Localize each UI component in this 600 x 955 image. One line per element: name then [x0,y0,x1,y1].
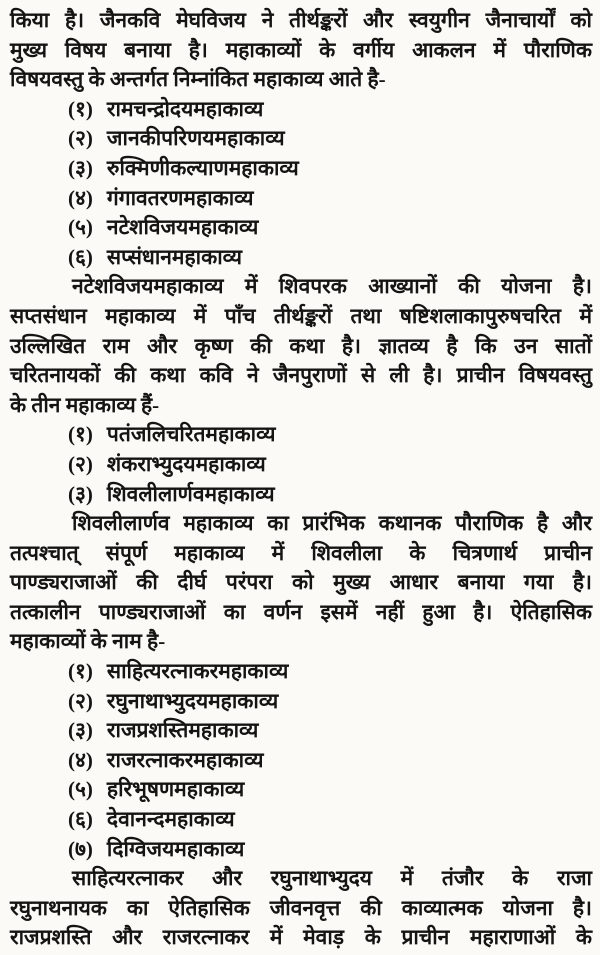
list-item [10,687,592,717]
list-item [10,775,592,805]
list-item [10,95,592,125]
list-item-number: (४) [68,747,93,772]
list-item [10,805,592,835]
list-item-text: रघुनाथाभ्युदयमहाकाव्य [106,688,279,713]
list-item [10,213,592,243]
list-item-text: दिग्विजयमहाकाव्य [106,836,245,861]
list-item-text: राजरत्नाकरमहाकाव्य [106,747,264,772]
list-item-number: (३) [68,718,93,743]
text-line: सप्तसंधान महाकाव्य में पाँच तीर्थङ्करों तथा षष्टिशलाकापुरुषचरित में [10,303,592,328]
list-item [10,243,592,273]
list-item [10,124,592,154]
list-item-text: देवानन्दमहाकाव्य [106,807,235,832]
text-line: विषयवस्तु के अन्तर्गत निम्नांकित महाकाव्य आते है- [10,67,386,92]
text-line: चरितनायकों की कथा कवि ने जैनपुराणों से ली है। प्राचीन विषयवस्तु [10,363,592,388]
text-line: किया है। जैनकवि मेघविजय ने तीर्थङ्करों और स्वयुगीन जैनाचार्यों को [10,8,592,32]
text-line: तत्कालीन पाण्ड्यराजाओं का वर्णन इसमें नहीं हुआ है। ऐतिहासिक [10,599,592,624]
list-item [10,420,592,450]
list-item-number: (३) [68,155,93,180]
list-item-number: (७) [68,836,93,861]
text-line: रघुनाथनायक का ऐतिहासिक जीवनवृत्त की काव्यात्मक योजना है। [10,895,592,920]
list-item-number: (२) [68,688,93,713]
paragraph-4 [10,864,592,953]
text-line: साहित्यरत्नाकर और रघुनाथाभ्युदय में तंजौर के राजा [72,866,592,891]
list-item-text: जानकीपरिणयमहाकाव्य [106,126,285,151]
list-item-number: (१) [68,659,93,684]
list-item [10,184,592,214]
text-line: राजप्रशस्ति और राजरत्नाकर में मेवाड़ के प्राचीन महाराणाओं के [10,925,592,950]
list-item [10,716,592,746]
text-line: शिवलीलार्णव महाकाव्य का प्रारंभिक कथानक पौराणिक है और [72,511,592,536]
list-item-text: रुक्मिणीकल्याणमहाकाव्य [106,155,299,180]
list-item-text: राजप्रशस्तिमहाकाव्य [106,718,259,743]
list-item-number: (५) [68,777,93,802]
list-item [10,450,592,480]
list-item-text: शंकराभ्युदयमहाकाव्य [106,451,266,476]
list-item-text: सप्संधानमहाकाव्य [106,244,242,269]
text-line: के तीन महाकाव्य हैं- [10,392,160,417]
list-item-number: (५) [68,215,93,240]
list-item-text: साहित्यरत्नाकरमहाकाव्य [106,659,289,684]
text-line: तत्पश्चात् संपूर्ण महाकाव्य में शिवलीला के चित्रणार्थ प्राचीन [10,540,592,565]
paragraph-1 [10,6,592,95]
list-item-text: नटेशविजयमहाकाव्य [106,215,259,240]
list-item-text: पतंजलिचरितमहाकाव्य [106,422,276,447]
text-line: नटेशविजयमहाकाव्य में शिवपरक आख्यानों की योजना है। [72,274,592,299]
list-item-text: हरिभूषणमहाकाव्य [106,777,245,802]
list-item-text: रामचन्द्रोदयमहाकाव्य [106,96,264,121]
text-line: महाकाव्यों के नाम है- [10,629,166,654]
list-item-text: गंगावतरणमहाकाव्य [106,185,254,210]
mahakavya-list-prachin [10,420,592,509]
list-item-number: (३) [68,481,93,506]
text-line: उल्लिखित राम और कृष्ण की कथा है। ज्ञातव्य है कि उन सातों [10,333,592,358]
list-item-number: (६) [68,807,93,832]
text-line: पाण्ड्यराजाओं की दीर्घ परंपरा को मुख्य आधार बनाया गया है। [10,570,592,595]
list-item [10,657,592,687]
list-item-number: (१) [68,96,93,121]
list-item [10,835,592,865]
mahakavya-list-pauranik [10,95,592,273]
list-item [10,154,592,184]
mahakavya-list-aitihasik [10,657,592,864]
list-item-text: शिवलीलार्णवमहाकाव्य [106,481,275,506]
list-item-number: (२) [68,126,93,151]
list-item-number: (२) [68,451,93,476]
list-item-number: (४) [68,185,93,210]
paragraph-2 [10,272,592,420]
list-item [10,480,592,510]
list-item-number: (६) [68,244,93,269]
paragraph-3 [10,509,592,657]
list-item-number: (१) [68,422,93,447]
text-line: मुख्य विषय बनाया है। महाकाव्यों के वर्गीय आकलन में पौराणिक [10,37,592,62]
list-item [10,746,592,776]
